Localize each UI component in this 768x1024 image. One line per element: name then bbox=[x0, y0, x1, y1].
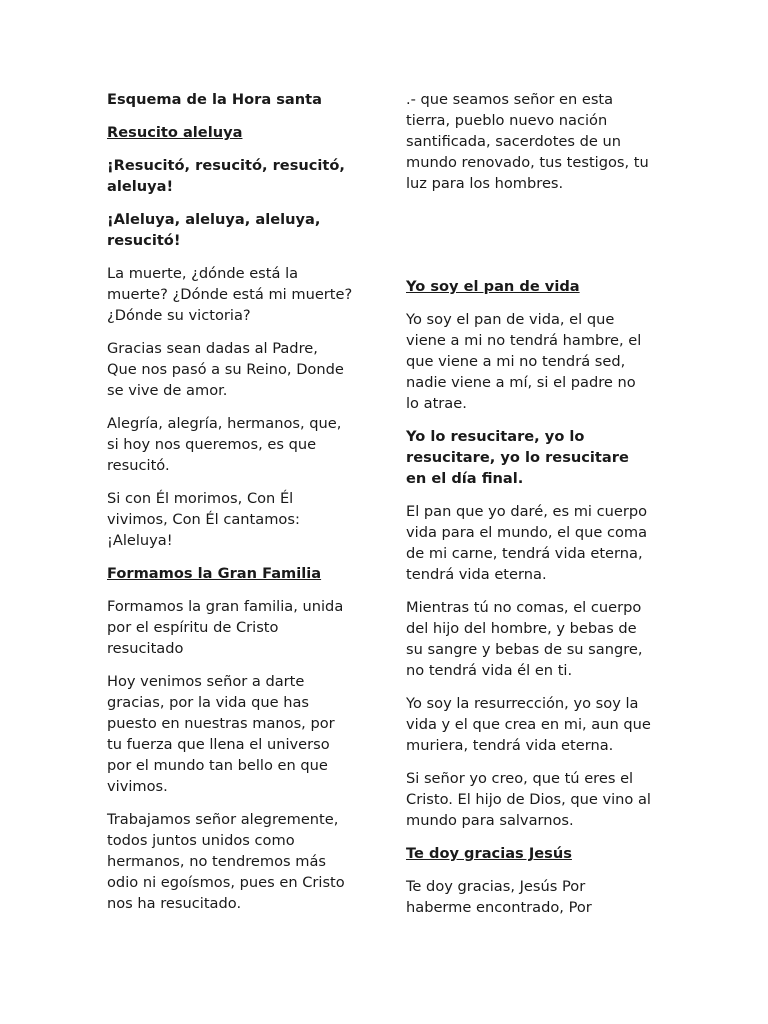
verse-paragraph: Si con Él morimos, Con Él vivimos, Con Él cantamos: ¡Aleluya! bbox=[107, 490, 300, 549]
section-heading-formamos-la-gran-familia: Formamos la Gran Familia bbox=[107, 565, 322, 582]
refrain-block: Yo lo resucitare, yo lo resucitare, yo lo resucitare en el día final. bbox=[406, 428, 629, 487]
column-spacer bbox=[406, 206, 664, 276]
section-heading-yo-soy-el-pan-de-vida: Yo soy el pan de vida bbox=[406, 278, 580, 295]
document-title: Esquema de la Hora santa bbox=[107, 91, 322, 108]
verse-paragraph: Alegría, alegría, hermanos, que, si hoy nos queremos, es que resucitó. bbox=[107, 415, 342, 474]
section-heading-te-doy-gracias-jesus: Te doy gracias Jesús bbox=[406, 845, 572, 862]
verse-paragraph: Formamos la gran familia, unida por el espíritu de Cristo resucitado bbox=[107, 598, 344, 657]
verse-paragraph: .- que seamos señor en esta tierra, pueblo nuevo nación santificada, sacerdotes de un mundo renovado, tus testigos, tu luz para los hombres. bbox=[406, 91, 649, 192]
verse-paragraph: Gracias sean dadas al Padre, Que nos pasó a su Reino, Donde se vive de amor. bbox=[107, 340, 344, 399]
verse-paragraph: El pan que yo daré, es mi cuerpo vida para el mundo, el que coma de mi carne, tendrá vida eterna, tendrá vida eterna. bbox=[406, 503, 648, 583]
verse-paragraph: La muerte, ¿dónde está la muerte? ¿Dónde está mi muerte? ¿Dónde su victoria? bbox=[107, 265, 353, 324]
section-heading-resucito-aleluya: Resucito aleluya bbox=[107, 124, 243, 141]
left-column bbox=[107, 89, 365, 926]
verse-paragraph: Trabajamos señor alegremente, todos juntos unidos como hermanos, no tendremos más odio ni egoísmos, pues en Cristo nos ha resucitado. bbox=[107, 811, 345, 912]
refrain-line-1: ¡Resucitó, resucitó, resucitó, aleluya! bbox=[107, 157, 345, 195]
refrain-line-2: ¡Aleluya, aleluya, aleluya, resucitó! bbox=[107, 211, 321, 249]
verse-paragraph: Hoy venimos señor a darte gracias, por la vida que has puesto en nuestras manos, por tu fuerza que llena el universo por el mundo tan bello en que vivimos. bbox=[107, 673, 335, 795]
right-column bbox=[406, 89, 664, 930]
verse-paragraph: Yo soy la resurrección, yo soy la vida y el que crea en mi, aun que muriera, tendrá vida eterna. bbox=[406, 695, 651, 754]
verse-paragraph: Yo soy el pan de vida, el que viene a mi no tendrá hambre, el que viene a mi no tendrá sed, nadie viene a mí, si el padre no lo atrae. bbox=[406, 311, 642, 412]
verse-paragraph: Te doy gracias, Jesús Por haberme encontrado, Por bbox=[406, 878, 592, 916]
verse-paragraph: Si señor yo creo, que tú eres el Cristo. El hijo de Dios, que vino al mundo para salvarnos. bbox=[406, 770, 651, 829]
verse-paragraph: Mientras tú no comas, el cuerpo del hijo del hombre, y bebas de su sangre y bebas de su sangre, no tendrá vida él en ti. bbox=[406, 599, 643, 679]
